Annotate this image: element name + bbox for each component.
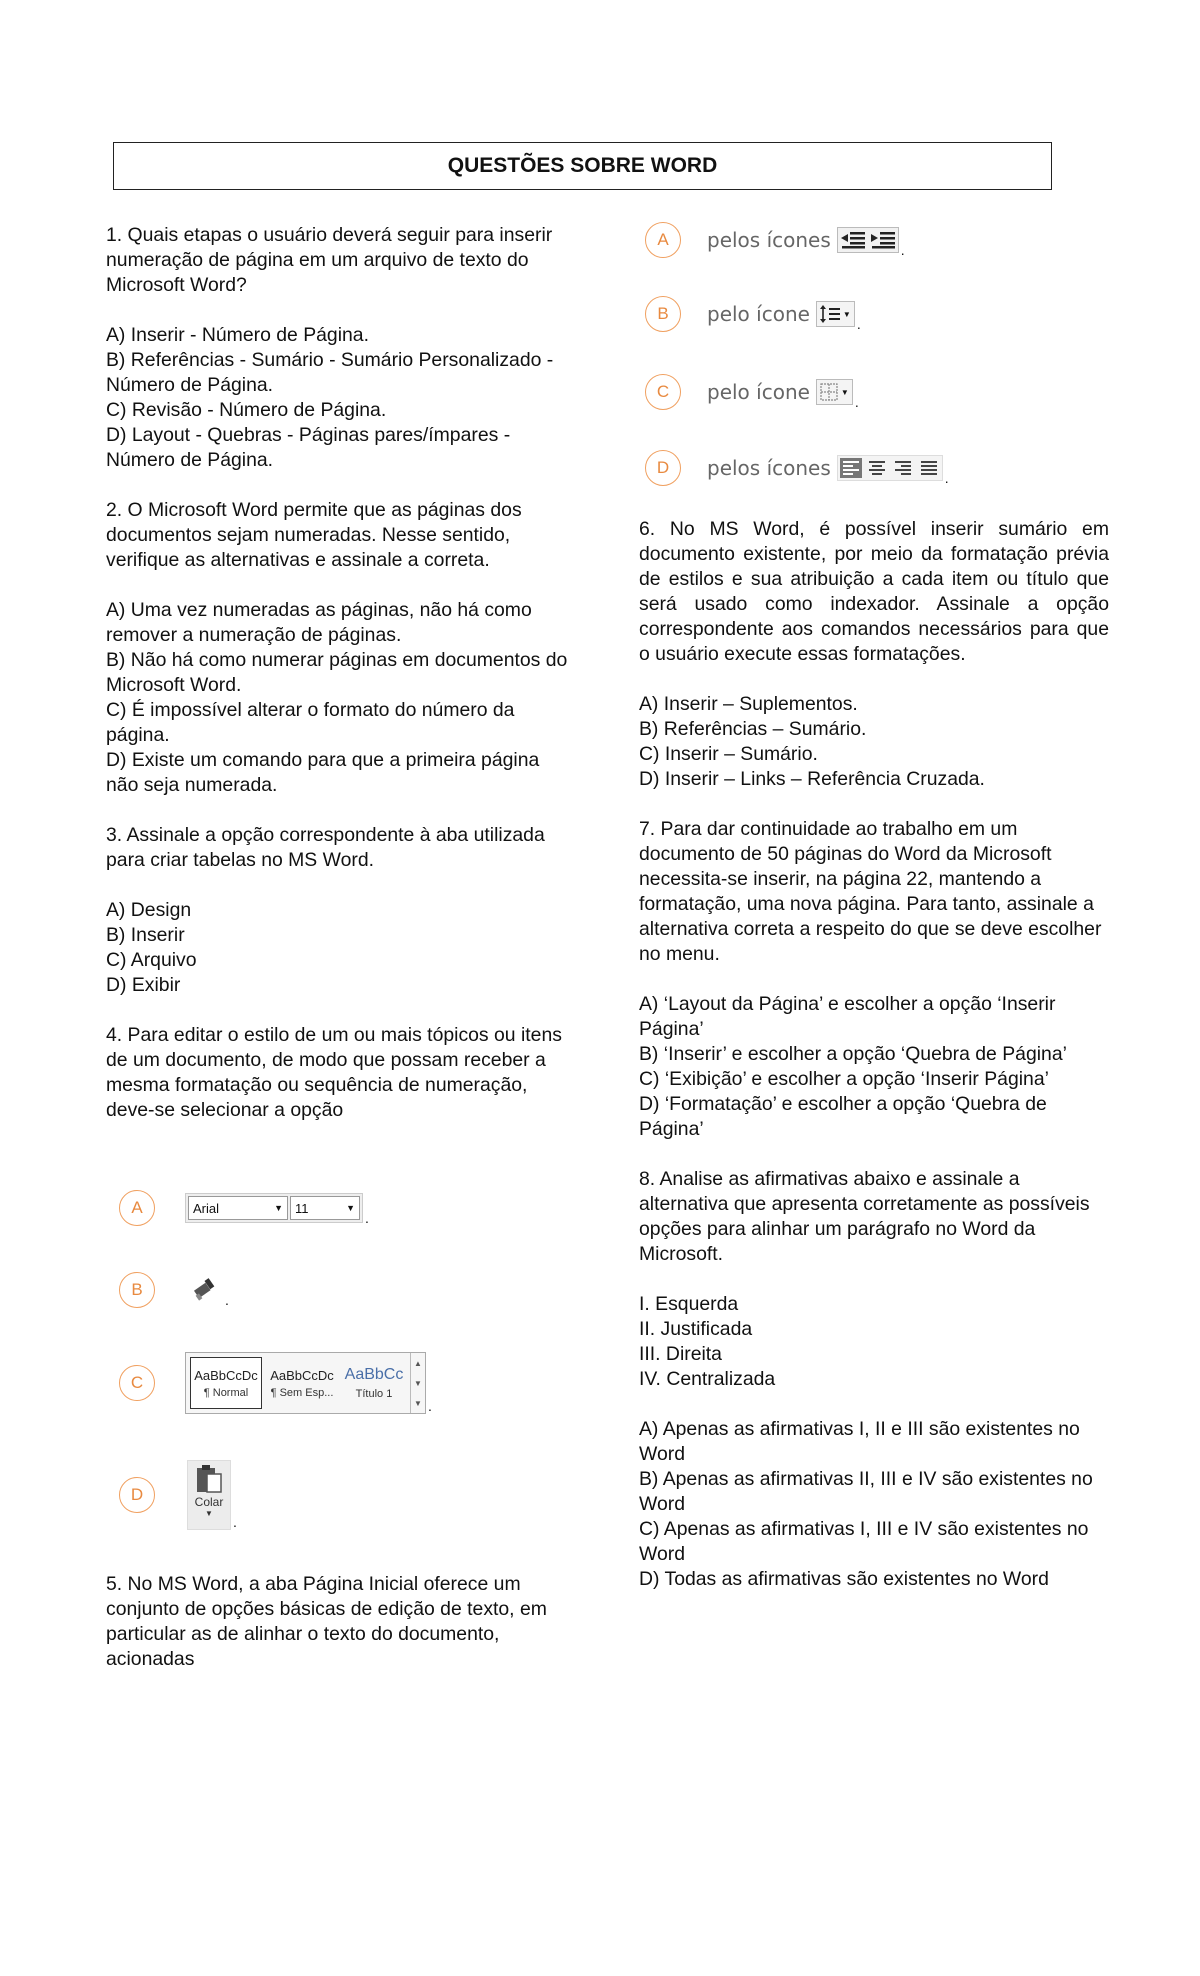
option: B) Apenas as afirmativas II, III e IV são existentes no Word [639, 1468, 1093, 1515]
option-letter: D [645, 450, 681, 486]
style-name: Título 1 [355, 1388, 393, 1400]
period: . [365, 1210, 369, 1226]
q4-option-a [119, 1190, 369, 1226]
option: A) Design [106, 899, 192, 921]
option: B) Não há como numerar páginas em documentos do Microsoft Word. [106, 649, 568, 696]
style-sample: AaBbCc [344, 1366, 404, 1383]
option-label: pelo ícone [707, 380, 810, 404]
option: D) Layout - Quebras - Páginas pares/ímpares - Número de Página. [106, 424, 511, 471]
q4-option-c [119, 1352, 432, 1414]
style-sample: AaBbCcDc [194, 1367, 258, 1383]
option: C) Apenas as afirmativas I, III e IV são existentes no Word [639, 1518, 1089, 1565]
option-label: pelos ícones [707, 228, 831, 252]
font-selector [185, 1193, 363, 1223]
format-painter-icon [189, 1275, 223, 1305]
scroll-down-icon: ▼ [414, 1378, 422, 1388]
more-icon: ▼ [414, 1398, 422, 1408]
q4-option-b [119, 1272, 229, 1308]
increase-indent-icon [870, 231, 896, 249]
period: . [944, 470, 949, 486]
statement: III. Direita [639, 1343, 722, 1365]
style-no-spacing [266, 1353, 338, 1413]
option: D) Exibir [106, 974, 181, 996]
option: D) ‘Formatação’ e escolher a opção ‘Quebra de Página’ [639, 1093, 1047, 1140]
justify-icon [918, 458, 940, 478]
option: C) Arquivo [106, 949, 197, 971]
dropdown-arrow-icon: ▼ [842, 309, 851, 319]
question-8: 8. Analise as afirmativas abaixo e assinale a alternativa que apresenta corretamente as possíveis opções para alinhar um parágrafo no Word da Microsoft. [639, 1168, 1090, 1265]
style-sample: AaBbCcDc [270, 1367, 334, 1383]
indent-buttons [837, 227, 899, 253]
option: D) Todas as afirmativas são existentes no Word [639, 1568, 1049, 1590]
option-label: pelos ícones [707, 456, 831, 480]
gallery-scroll [410, 1353, 425, 1413]
paste-button [187, 1460, 231, 1530]
period: . [854, 394, 859, 410]
question-3-options [106, 898, 576, 998]
statement: II. Justificada [639, 1318, 753, 1340]
question-6: 6. No MS Word, é possível inserir sumário em documento existente, por meio da formatação prévia de estilos e sua atribuição a cada item ou título que será usado como indexador. Assinale a opção correspondente aos comandos necessários para que o usuário execute essas formatações. [639, 518, 1109, 665]
period: . [900, 242, 905, 258]
option: C) É impossível alterar o formato do número da página. [106, 699, 515, 746]
question-8-options [639, 1417, 1109, 1592]
decrease-indent-icon [840, 231, 866, 249]
period: . [233, 1514, 237, 1530]
style-normal [190, 1357, 262, 1409]
q4-option-d [119, 1460, 237, 1530]
align-left-icon [840, 458, 862, 478]
question-6-options [639, 692, 1109, 792]
option: D) Inserir – Links – Referência Cruzada. [639, 768, 985, 790]
statement: IV. Centralizada [639, 1368, 776, 1390]
font-name-combo [188, 1196, 288, 1220]
borders-button [816, 379, 853, 405]
question-5: 5. No MS Word, a aba Página Inicial oferece um conjunto de opções básicas de edição de texto, em particular as de alinhar o texto do documento, acionadas [106, 1573, 547, 1670]
question-3: 3. Assinale a opção correspondente à aba utilizada para criar tabelas no MS Word. [106, 824, 545, 871]
line-spacing-icon [819, 304, 841, 324]
option-letter: C [119, 1365, 155, 1401]
font-size: 11 [295, 1200, 309, 1216]
q5-option-a [645, 222, 905, 258]
option-letter: A [119, 1190, 155, 1226]
q5-option-c [645, 374, 859, 410]
style-name: ¶ Sem Esp... [270, 1386, 334, 1399]
option: C) Revisão - Número de Página. [106, 399, 387, 421]
period: . [856, 316, 861, 332]
borders-icon [819, 382, 839, 402]
dropdown-arrow-icon: ▼ [205, 1509, 213, 1518]
question-2: 2. O Microsoft Word permite que as páginas dos documentos sejam numeradas. Nesse sentido, verifique as alternativas e assinale a correta. [106, 499, 522, 571]
alignment-buttons [837, 455, 943, 481]
scroll-up-icon: ▲ [414, 1358, 422, 1368]
q5-option-b [645, 296, 861, 332]
option: C) Inserir – Sumário. [639, 743, 818, 765]
option: A) Inserir – Suplementos. [639, 693, 858, 715]
style-name: ¶ Normal [203, 1386, 249, 1399]
paste-label: Colar [194, 1495, 224, 1509]
option: C) ‘Exibição’ e escolher a opção ‘Inserir Página’ [639, 1068, 1049, 1090]
styles-gallery [185, 1352, 426, 1414]
option-letter: B [645, 296, 681, 332]
option-label: pelo ícone [707, 302, 810, 326]
option-letter: B [119, 1272, 155, 1308]
option: A) Inserir - Número de Página. [106, 324, 369, 346]
option: B) ‘Inserir’ e escolher a opção ‘Quebra de Página’ [639, 1043, 1067, 1065]
align-right-icon [892, 458, 914, 478]
dropdown-arrow-icon: ▼ [840, 387, 849, 397]
statement: I. Esquerda [639, 1293, 739, 1315]
question-7: 7. Para dar continuidade ao trabalho em um documento de 50 páginas do Word da Microsoft necessita-se inserir, na página 22, mantendo a formatação, uma nova página. Para tanto, assinale a alternativa correta a respeito do que se deve escolher no menu. [639, 818, 1102, 965]
option: B) Referências – Sumário. [639, 718, 867, 740]
question-7-options [639, 992, 1109, 1142]
font-size-combo [290, 1196, 360, 1220]
style-title-1 [338, 1353, 410, 1413]
clipboard-icon [194, 1463, 224, 1495]
document-title: QUESTÕES SOBRE WORD [113, 142, 1052, 190]
question-1-options [106, 323, 576, 473]
right-column [639, 517, 1109, 1617]
option: B) Inserir [106, 924, 185, 946]
option-letter: D [119, 1477, 155, 1513]
dropdown-arrow-icon: ▼ [274, 1203, 283, 1213]
option: B) Referências - Sumário - Sumário Personalizado - Número de Página. [106, 349, 554, 396]
left-column [106, 223, 576, 1148]
line-spacing-button [816, 301, 855, 327]
option: A) Uma vez numeradas as páginas, não há como remover a numeração de páginas. [106, 599, 532, 646]
option: D) Existe um comando para que a primeira página não seja numerada. [106, 749, 540, 796]
option: A) Apenas as afirmativas I, II e III são existentes no Word [639, 1418, 1080, 1465]
option-letter: C [645, 374, 681, 410]
align-center-icon [866, 458, 888, 478]
font-name: Arial [193, 1200, 220, 1216]
question-4: 4. Para editar o estilo de um ou mais tópicos ou itens de um documento, de modo que possam receber a mesma formatação ou sequência de numeração, deve-se selecionar a opção [106, 1024, 562, 1121]
period: . [225, 1292, 229, 1308]
q5-option-d [645, 450, 949, 486]
period: . [428, 1398, 432, 1414]
question-2-options [106, 598, 576, 798]
option-letter: A [645, 222, 681, 258]
question-1: 1. Quais etapas o usuário deverá seguir para inserir numeração de página em um arquivo de texto do Microsoft Word? [106, 224, 553, 296]
dropdown-arrow-icon: ▼ [346, 1203, 355, 1213]
option: A) ‘Layout da Página’ e escolher a opção ‘Inserir Página’ [639, 993, 1056, 1040]
question-8-items [639, 1292, 1109, 1392]
